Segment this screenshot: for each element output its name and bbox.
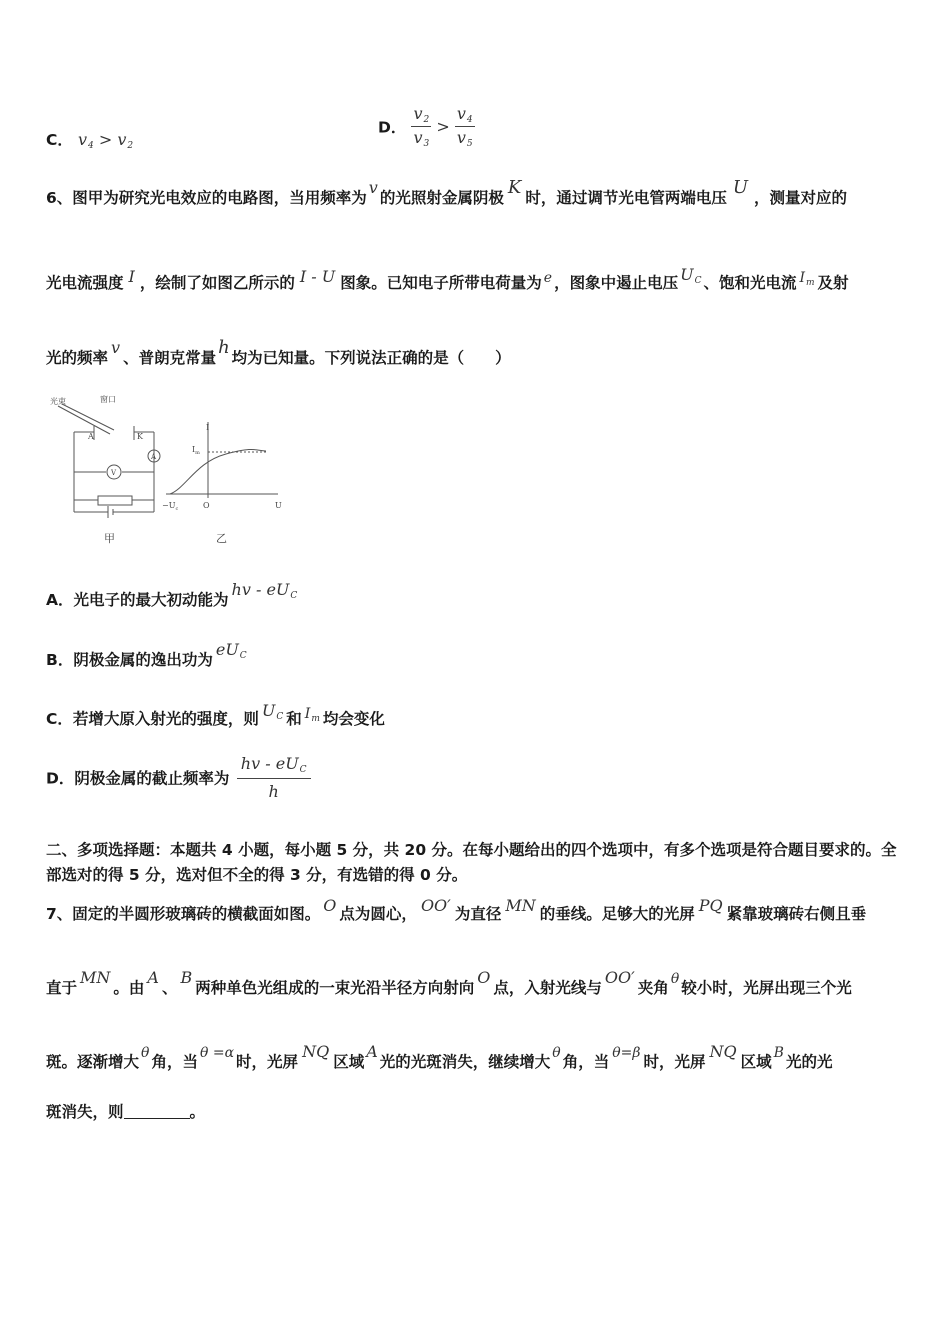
label-anode: A xyxy=(88,432,94,441)
label-voltmeter: V xyxy=(111,469,117,477)
option-text-tail: 均会变化 xyxy=(322,710,385,728)
q6-option-a[interactable] xyxy=(46,580,298,611)
label-im: $I_m$ xyxy=(192,445,200,456)
label-cathode: K xyxy=(137,432,143,441)
q5-option-c[interactable] xyxy=(46,128,133,151)
option-fraction: $\frac{hv - eU_C}{h}$ xyxy=(237,754,311,801)
math-gt: > xyxy=(436,117,450,136)
q6-figure xyxy=(46,392,296,552)
option-label: A． xyxy=(46,591,74,609)
math-v4: $v_4$ xyxy=(77,130,94,151)
option-text: 阴极金属的逸出功为 xyxy=(73,651,213,669)
q6-line-1: 6、图甲为研究光电效应的电路图，当用频率为v的光照射金属阴极 K 时，通过调节光电管两端电压 U ，测量对应的 xyxy=(46,177,848,207)
fraction-v2-v3: $\frac{v_2}{v_3}$ xyxy=(413,104,430,149)
option-math-im: $I_m$ xyxy=(304,706,320,724)
q6-line-2: 光电流强度 I ，绘制了如图乙所示的 I - U 图象。已知电子所带电荷量为 e ，图象中遏止电压 $U_C$ 、饱和光电流 $I_m$ 及射 xyxy=(46,265,849,292)
q7-line-2: 直于MN。由A、B两种单色光组成的一束光沿半径方向射向O点，入射光线与OO′夹角 θ 较小时，光屏出现三个光 xyxy=(46,968,852,997)
option-label: B． xyxy=(46,651,74,669)
section-2-heading: 二、多项选择题：本题共 4 小题，每小题 5 分，共 20 分。在每小题给出的四个选项中，有多个选项是符合题目要求的。全部选对的得 5 分，选对但不全的得 3 分，有选错的得 0 分。 xyxy=(46,841,897,884)
rheostat xyxy=(98,496,132,505)
q7-line-4: 斑消失，则 。 xyxy=(46,1103,206,1121)
option-math-uc: $U_C$ xyxy=(261,701,284,722)
q5-option-d[interactable] xyxy=(378,104,475,149)
math-v2: $v_2$ xyxy=(117,130,134,151)
option-label: D． xyxy=(378,118,407,137)
q6-line-3: 光的频率v、普朗克常量 h 均为已知量。下列说法正确的是（ ） xyxy=(46,337,511,367)
light-beam-2 xyxy=(62,404,114,430)
option-text: 若增大原入射光的强度，则 xyxy=(72,710,259,728)
label-origin: O xyxy=(203,501,210,510)
q6-option-d[interactable] xyxy=(46,754,311,801)
answer-blank[interactable] xyxy=(124,1104,190,1119)
option-math: $eU_C$ xyxy=(215,640,247,661)
q6-option-c[interactable] xyxy=(46,701,385,730)
light-beam-1 xyxy=(58,406,110,434)
option-math: hv - $eU_C$ xyxy=(231,580,298,601)
option-text-and: 和 xyxy=(286,710,302,728)
option-text: 光电子的最大初动能为 xyxy=(73,591,229,609)
caption-yi: 乙 xyxy=(216,532,227,545)
option-text: 阴极金属的截止频率为 xyxy=(74,769,230,788)
q6-option-b[interactable] xyxy=(46,640,247,671)
label-window: 窗口 xyxy=(100,395,116,404)
circuit-diagram-jia xyxy=(58,404,160,518)
iu-curve xyxy=(170,449,266,494)
option-label: C． xyxy=(46,131,73,149)
option-label: D． xyxy=(46,769,75,788)
option-label: C． xyxy=(46,710,73,728)
fraction-v4-v5: $\frac{v_4}{v_5}$ xyxy=(456,104,473,149)
q7-line-3: 斑。逐渐增大 θ 角，当 θ =α 时，光屏NQ区域A光的光斑消失，继续增大 θ 角，当 θ=β 时，光屏NQ区域 B 光的光 xyxy=(46,1042,833,1071)
label-neg-uc: $-U_c$ xyxy=(162,501,179,512)
iu-graph-yi xyxy=(166,422,278,498)
caption-jia: 甲 xyxy=(104,532,115,545)
q7-line-1: 7、固定的半圆形玻璃砖的横截面如图。 O 点为圆心， OO′ 为直径 MN 的垂线。足够大的光屏 PQ 紧靠玻璃砖右侧且垂 xyxy=(46,896,867,923)
label-ammeter: A xyxy=(151,453,157,461)
label-axis-u: U xyxy=(275,501,282,510)
label-axis-i: I xyxy=(206,423,210,432)
math-gt: > xyxy=(98,130,113,149)
label-light: 光束 xyxy=(50,397,66,406)
